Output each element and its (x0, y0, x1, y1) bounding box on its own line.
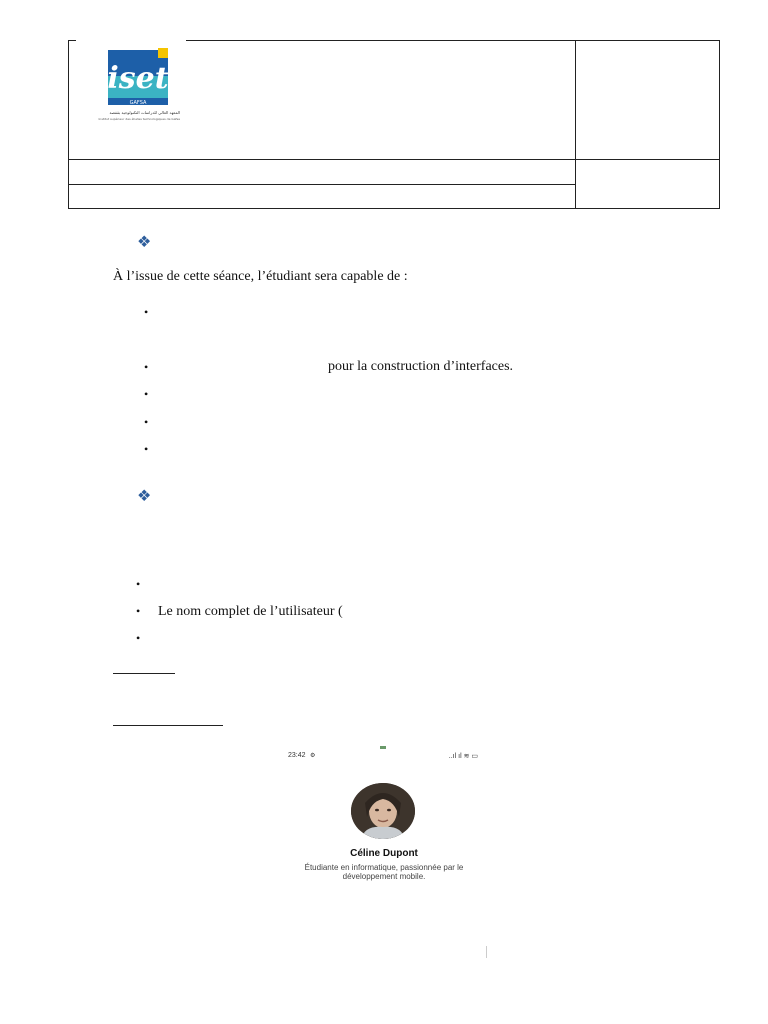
phone-screenshot (280, 746, 488, 988)
header-divider-vertical (575, 40, 576, 209)
logo-caption-arabic: المعهد العالي للدراسات التكنولوجية بقفصة (109, 110, 180, 115)
profile-bio-line: développement mobile. (342, 872, 426, 881)
section-diamond-icon: ❖ (137, 234, 152, 251)
objectives-intro: À l’issue de cette séance, l’étudiant sera capable de : (113, 269, 408, 284)
profile-bio (280, 863, 488, 881)
profile-name: Céline Dupont (350, 848, 418, 859)
avatar-photo (351, 783, 415, 839)
list-item: Le nom complet de l’utilisateur ( (158, 604, 343, 619)
profile-bio-line: Étudiante en informatique, passionnée par le (304, 863, 464, 872)
bullet-icon: • (144, 415, 149, 429)
avatar (351, 783, 415, 839)
status-indicator-icon (380, 746, 386, 749)
heading-underline (113, 725, 223, 726)
objective-item: pour la construction d’interfaces. (328, 359, 514, 374)
logo-text: iset (107, 61, 169, 96)
logo-caption-french: Institut supérieur des études technologiques de Gafsa (98, 117, 180, 121)
phone-edge (486, 946, 487, 958)
status-time: 23:42 (288, 752, 306, 759)
section-diamond-icon: ❖ (137, 488, 152, 505)
bullet-icon: • (136, 577, 141, 591)
iset-logo (106, 48, 170, 106)
logo-border-gap (76, 38, 186, 42)
bullet-icon: • (136, 604, 141, 618)
status-icons: ..ıl ıl ≋ ▭ (448, 753, 478, 760)
bullet-icon: • (144, 442, 149, 456)
bullet-icon: • (136, 631, 141, 645)
bullet-icon: • (144, 387, 149, 401)
logo-subtext: GAFSA (129, 100, 147, 106)
bullet-icon: • (144, 360, 149, 374)
heading-underline (113, 673, 175, 674)
status-settings-icon: ⚙ (310, 752, 316, 759)
header-divider-row2 (68, 184, 575, 185)
header-divider-row1 (68, 159, 720, 160)
bullet-icon: • (144, 305, 149, 319)
